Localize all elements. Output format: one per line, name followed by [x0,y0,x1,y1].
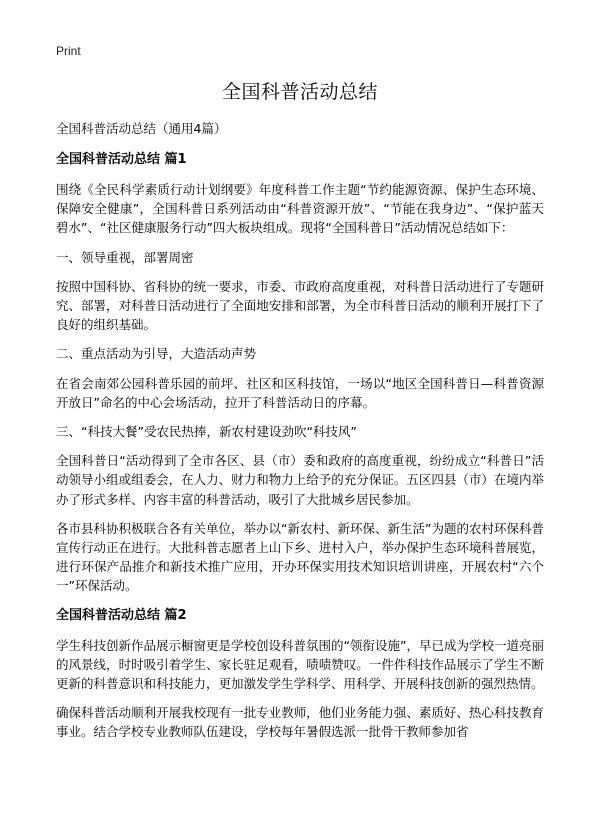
sub-heading: 二、重点活动为引导，大造活动声势 [56,346,257,362]
sub-heading: 三、“科技大餐”受农民热捧，新农村建设劲吹“科技风” [56,424,357,440]
section-heading: 全国科普活动总结 篇1 [56,152,187,167]
section-heading: 全国科普活动总结 篇2 [56,607,187,623]
paragraph: 各市县科协积极联合各有关单位，举办以“新农村、新环保、新生活”为题的农村环保科普宣传行动正在进行。大批科普志愿者上山下乡、进村入户，举办保护生态环境科普展览，进行环保产品推介和新技术推广应用，开办环保实用技术知识培训讲座，开展农村“六个一”环保活动。 [56,520,544,594]
print-label: Print [56,44,81,58]
paragraph: 确保科普活动顺利开展我校现有一批专业教师，他们业务能力强、素质好、热心科技教育事业。结合学校专业教师队伍建设，学校每年暑假选派一批骨干教师参加省 [56,705,544,740]
paragraph: 全国科普日“活动得到了全市各区、县（市）委和政府的高度重视，纷纷成立“科普日”活动领导小组或组委会，在人力、财力和物力上给予的充分保证。五区四县（市）在境内举办了形式多样、内容丰富的科普活动，吸引了大批城乡居民参加。 [56,453,544,507]
document-subtitle: 全国科普活动总结（通用4篇） [56,121,227,136]
section-1 [56,150,544,596]
paragraph: 在省会南郊公园科普乐园的前坪、社区和区科技馆，一场以“地区全国科普日—科普资源开放日”命名的中心会场活动，拉开了科普活动日的序幕。 [56,375,544,410]
paragraph: 按照中国科协、省科协的统一要求，市委、市政府高度重视，对科普日活动进行了专题研究、部署，对科普日活动进行了全面地安排和部署，为全市科普日活动的顺利开展打下了良好的组织基础。 [56,278,544,333]
sub-heading: 一、领导重视，部署周密 [56,249,194,265]
paragraph: 学生科技创新作品展示橱窗更是学校创设科普氛围的“领衔设施”，早已成为学校一道亮丽的风景线，时时吸引着学生、家长驻足观看，啧啧赞叹。一件件科技作品展示了学生不断更新的科普意识和科技能力，更加激发学生学科学、用科学、开展科技创新的强烈热情。 [56,637,544,692]
paragraph: 围绕《全民科学素质行动计划纲要》年度科普工作主题“节约能源资源、保护生态环境、保障安全健康”，全国科普日系列活动由“科普资源开放”、“节能在我身边”、“保护蓝天碧水”、“社区健康服务行动”四大板块组成。现将“全国科普日”活动情况总结如下： [56,182,544,236]
document-title: 全国科普活动总结 [221,81,378,103]
section-2 [56,606,544,742]
